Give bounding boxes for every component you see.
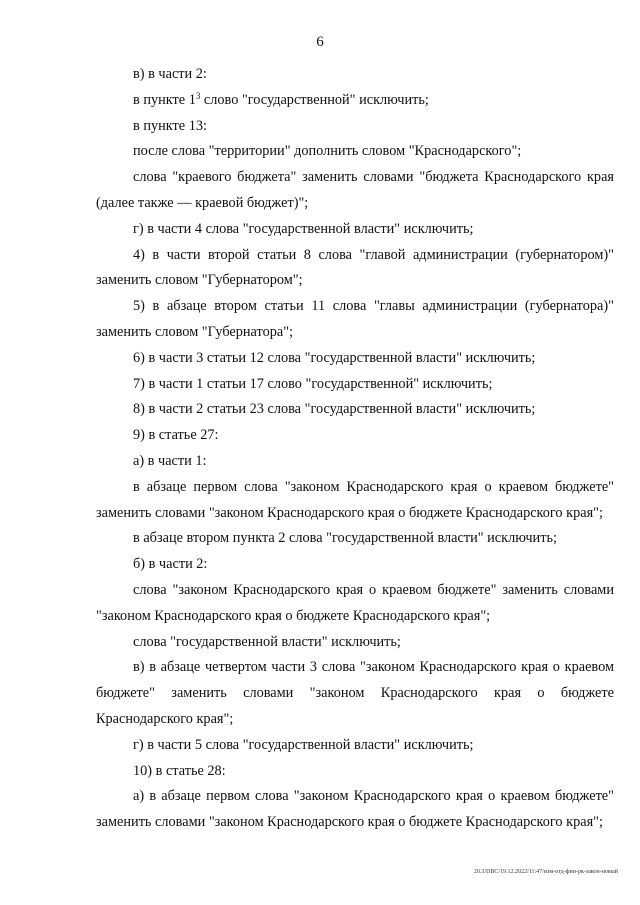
paragraph: а) в части 1: <box>133 452 207 469</box>
paragraph: 9) в статье 27: <box>133 427 219 444</box>
paragraph: слова "законом Краснодарского края о краевом бюджете" заменить словами "законом Краснодарского края о бюджете Краснодарского края"; <box>96 581 614 624</box>
paragraph: 10) в статье 28: <box>133 762 226 779</box>
paragraph: слова "краевого бюджета" заменить словами "бюджета Краснодарского края (далее также — краевой бюджет)"; <box>96 169 614 211</box>
paragraph: 8) в части 2 статьи 23 слова "государственной власти" исключить; <box>133 401 536 418</box>
paragraph: 5) в абзаце втором статьи 11 слова "главы администрации (губернатора)" заменить словом "Губернатора"; <box>96 298 614 340</box>
superscript-index: 3 <box>195 90 201 101</box>
paragraph-text-before: в пункте 1 <box>133 91 196 108</box>
paragraph: слова "государственной власти" исключить; <box>133 633 401 650</box>
paragraph: 7) в части 1 статьи 17 слово "государственной" исключить; <box>133 375 493 392</box>
paragraph: 6) в части 3 статьи 12 слова "государственной власти" исключить; <box>133 349 536 366</box>
paragraph: в абзаце втором пункта 2 слова "государственной власти" исключить; <box>133 530 557 547</box>
paragraph: после слова "территории" дополнить словом "Краснодарского"; <box>133 143 522 160</box>
paragraph: в) в абзаце четвертом части 3 слова "законом Краснодарского края о краевом бюджете" заменить словами "законом Краснодарского края о бюджете Краснодарского края"; <box>96 659 614 727</box>
paragraph-with-superscript <box>96 88 614 114</box>
footer-document-reference: 20.3/DBC/19.12.2022/11:47/изм-отд-фин-рк-закон-новый <box>473 869 618 875</box>
paragraph: в) в части 2: <box>133 66 207 82</box>
paragraph: в пункте 13: <box>133 117 207 134</box>
paragraph-text-after: слово "государственной" исключить; <box>200 91 429 108</box>
paragraph: 4) в части второй статьи 8 слова "главой администрации (губернатором)" заменить словом "Губернатором"; <box>96 246 614 289</box>
document-body <box>96 62 614 836</box>
paragraph: г) в части 5 слова "государственной власти" исключить; <box>133 736 474 753</box>
paragraph: б) в части 2: <box>133 556 208 573</box>
paragraph: в абзаце первом слова "законом Краснодарского края о краевом бюджете" заменить словами "законом Краснодарского края о бюджете Краснодарского края"; <box>96 478 614 521</box>
paragraph: а) в абзаце первом слова "законом Краснодарского края о краевом бюджете" заменить словами "законом Краснодарского края о бюджете Краснодарского края"; <box>96 788 614 831</box>
page-number: 6 <box>316 34 324 50</box>
paragraph: г) в части 4 слова "государственной власти" исключить; <box>133 220 474 237</box>
